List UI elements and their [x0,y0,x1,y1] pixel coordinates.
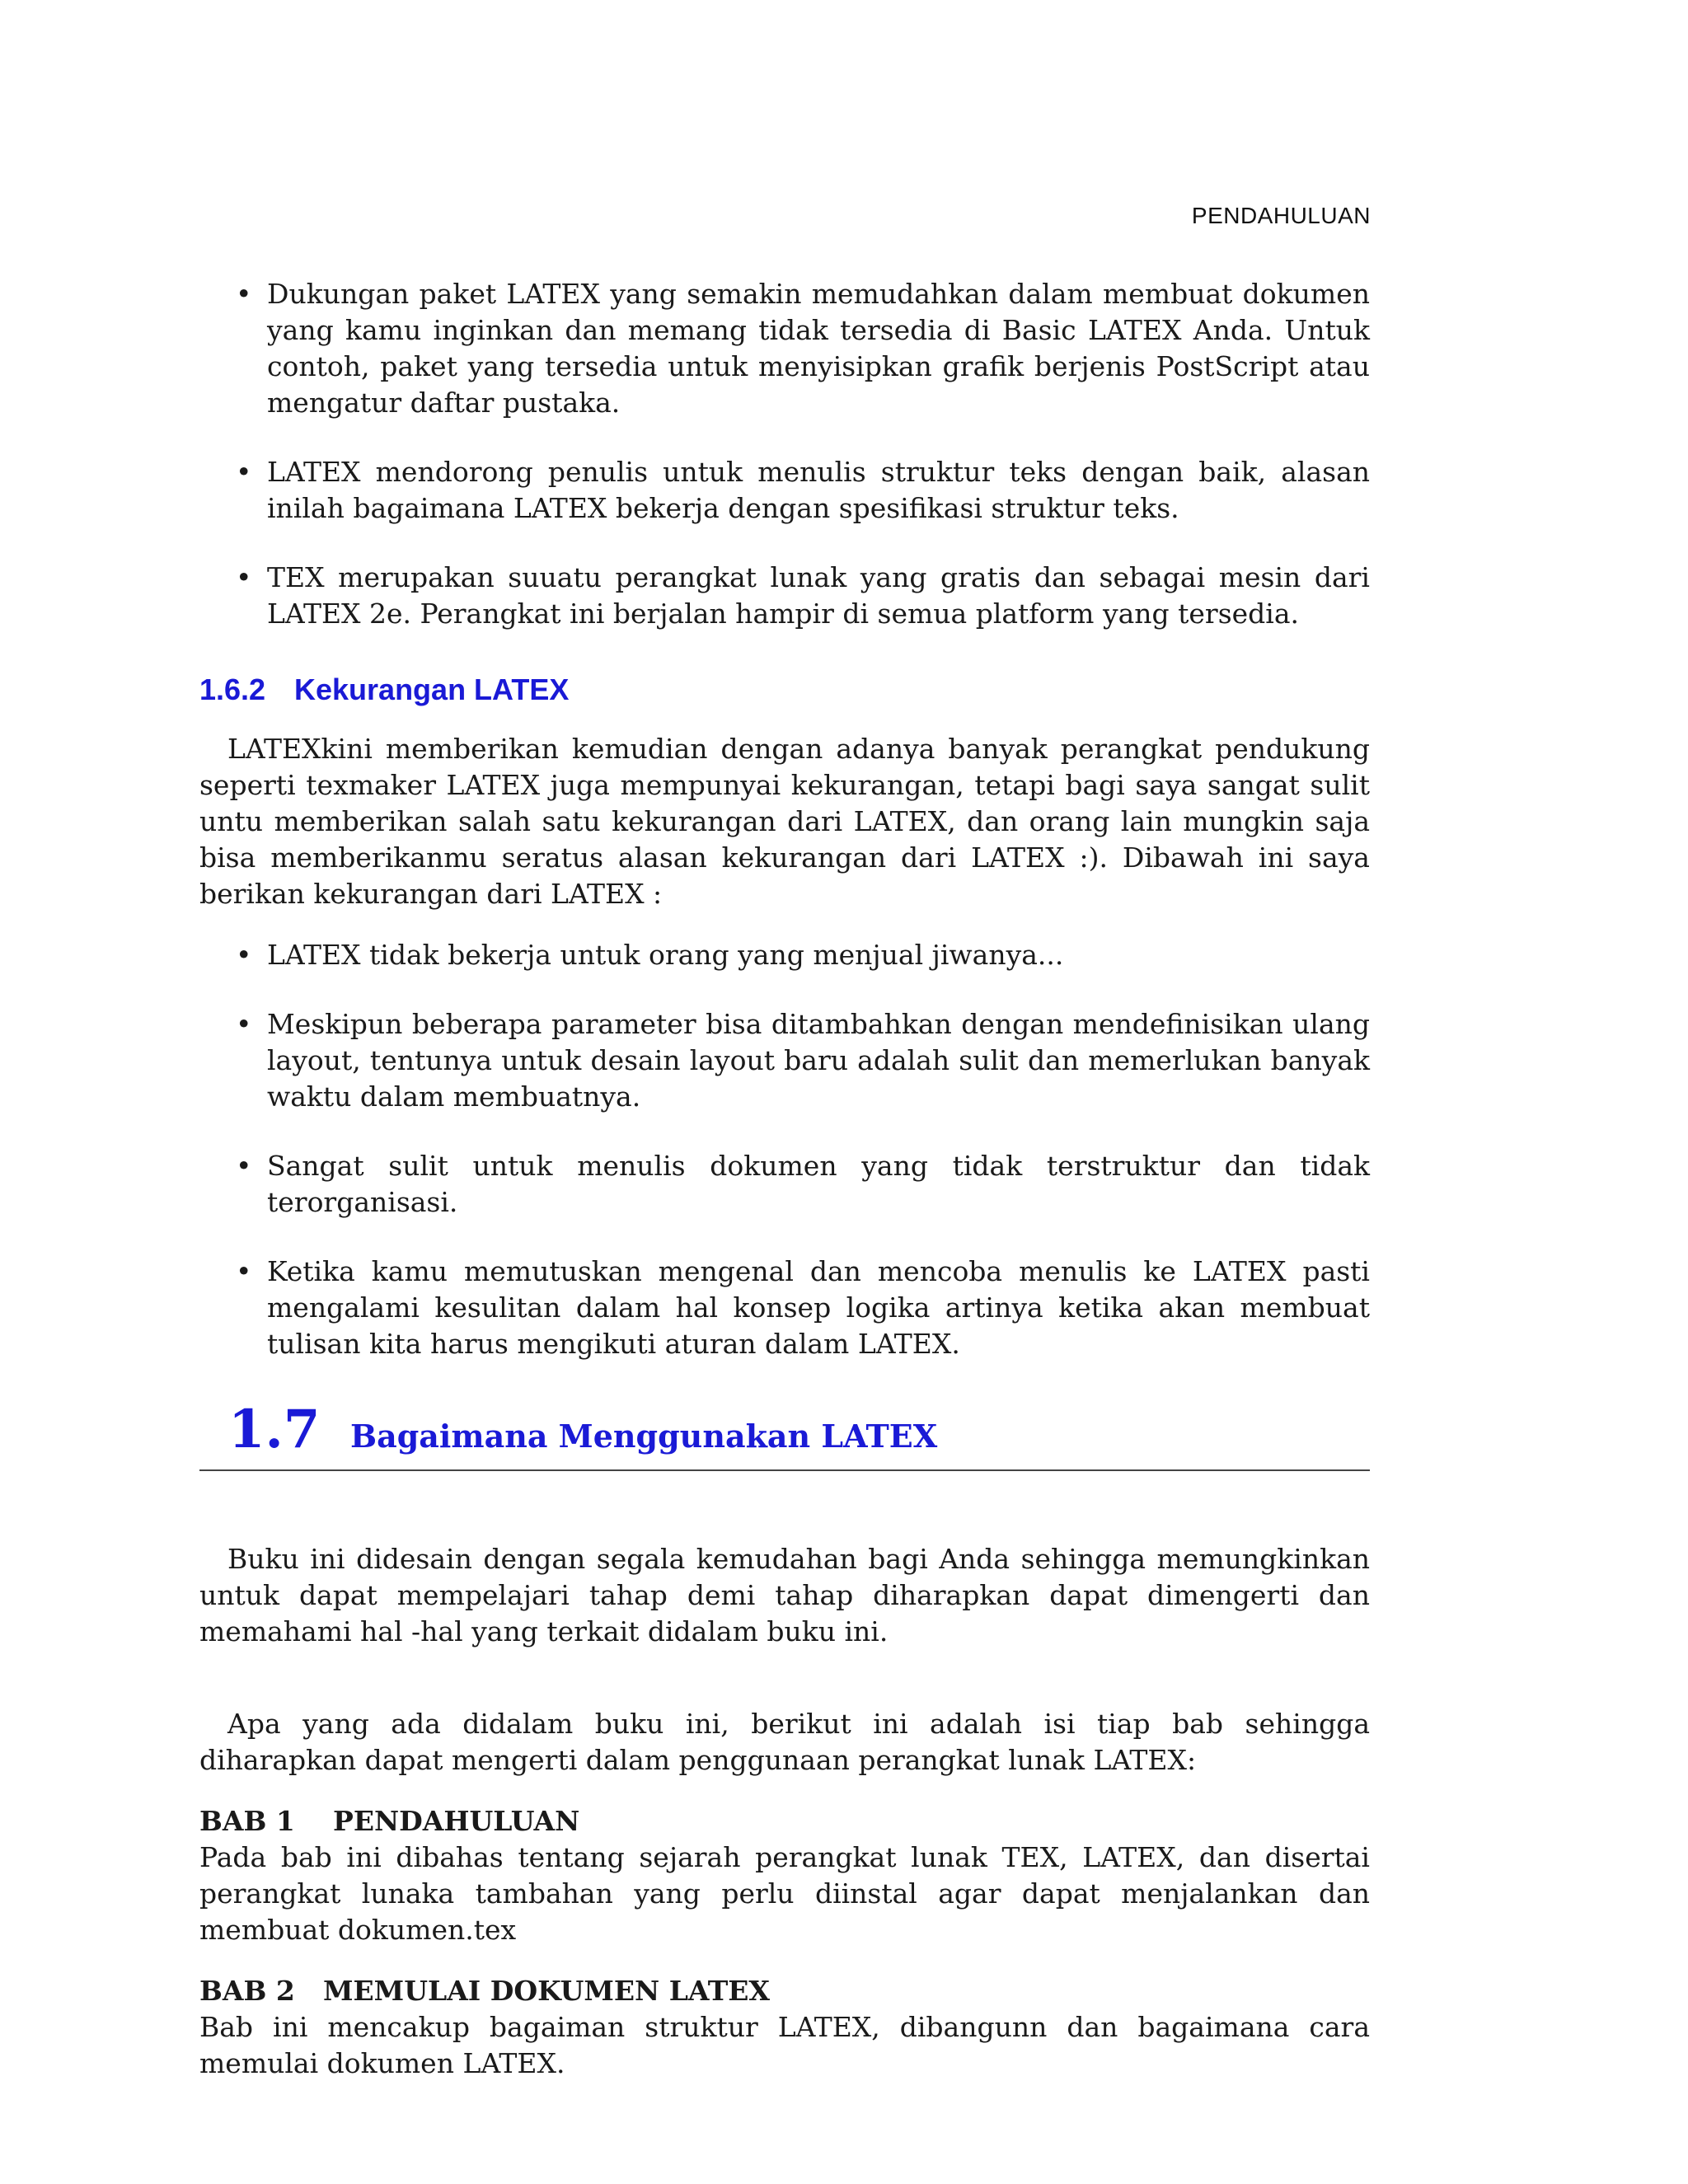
chapter-heading [199,1973,1370,2009]
vertical-spacer [199,1471,1370,1541]
list-item: • TEX merupakan suuatu perangkat lunak yang gratis dan sebagai mesin dari LATEX 2e. Perangkat ini berjalan hampir di semua platform yang tersedia. [199,560,1370,632]
chapter-heading [199,1803,1370,1840]
subsection-heading [199,672,1370,708]
body-paragraph: LATEXkini memberikan kemudian dengan adanya banyak perangkat pendukung seperti texmaker LATEX juga mempunyai kekurangan, tetapi bagi saya sangat sulit untu memberikan salah satu kekurangan dari LATEX, dan orang lain mungkin saja bisa memberikanmu seratus alasan kekurangan dari LATEX :). Dibawah ini saya berikan kekurangan dari LATEX : [199,733,1370,910]
chapter-description: Pada bab ini dibahas tentang sejarah perangkat lunak TEX, LATEX, dan disertai perangkat lunaka tambahan yang perlu diinstal agar dapat menjalankan dan membuat dokumen.tex [199,1841,1370,1946]
body-paragraph: Apa yang ada didalam buku ini, berikut ini adalah isi tiap bab sehingga diharapkan dapat mengerti dalam penggunaan perangkat lunak LATEX: [199,1708,1370,1776]
section-heading [199,1399,1370,1471]
subsection-number: 1.6.2 [199,673,266,706]
chapter-entry [199,1803,1370,1948]
chapter-entry [199,1973,1370,2082]
running-header: PENDAHULUAN [1191,203,1371,228]
list-item: • LATEX tidak bekerja untuk orang yang menjual jiwanya... [199,937,1370,973]
chapter-title: PENDAHULUAN [333,1805,580,1837]
disadvantages-list [199,937,1370,1362]
subsection-title: Kekurangan LATEX [294,673,570,706]
chapter-label: BAB 2 [199,1975,295,2007]
advantages-list [199,276,1370,632]
section-title: Bagaimana Menggunakan LATEX [350,1418,938,1455]
list-item: • LATEX mendorong penulis untuk menulis struktur teks dengan baik, alasan inilah bagaimana LATEX bekerja dengan spesifikasi struktur teks. [199,454,1370,527]
list-item: • Meskipun beberapa parameter bisa ditambahkan dengan mendefinisikan ulang layout, tentunya untuk desain layout baru adalah sulit dan memerlukan banyak waktu dalam membuatnya. [199,1006,1370,1115]
page-content [199,276,1370,2082]
chapter-title: MEMULAI DOKUMEN LATEX [323,1975,771,2007]
section-number: 1.7 [228,1399,321,1460]
list-item: • Ketika kamu memutuskan mengenal dan mencoba menulis ke LATEX pasti mengalami kesulitan dalam hal konsep logika artinya ketika akan membuat tulisan kita harus mengikuti aturan dalam LATEX. [199,1254,1370,1362]
chapter-description: Bab ini mencakup bagaiman struktur LATEX, dibangunn dan bagaimana cara memulai dokumen LATEX. [199,2011,1370,2079]
list-item: • Dukungan paket LATEX yang semakin memudahkan dalam membuat dokumen yang kamu inginkan dan memang tidak tersedia di Basic LATEX Anda. Untuk contoh, paket yang tersedia untuk menyisipkan grafik berjenis PostScript atau mengatur daftar pustaka. [199,276,1370,421]
paragraph-gap [199,1675,1370,1706]
body-paragraph: Buku ini didesain dengan segala kemudahan bagi Anda sehingga memungkinkan untuk dapat mempelajari tahap demi tahap diharapkan dapat dimengerti dan memahami hal -hal yang terkait didalam buku ini. [199,1543,1370,1647]
list-item: • Sangat sulit untuk menulis dokumen yang tidak terstruktur dan tidak terorganisasi. [199,1148,1370,1221]
chapter-label: BAB 1 [199,1805,295,1837]
